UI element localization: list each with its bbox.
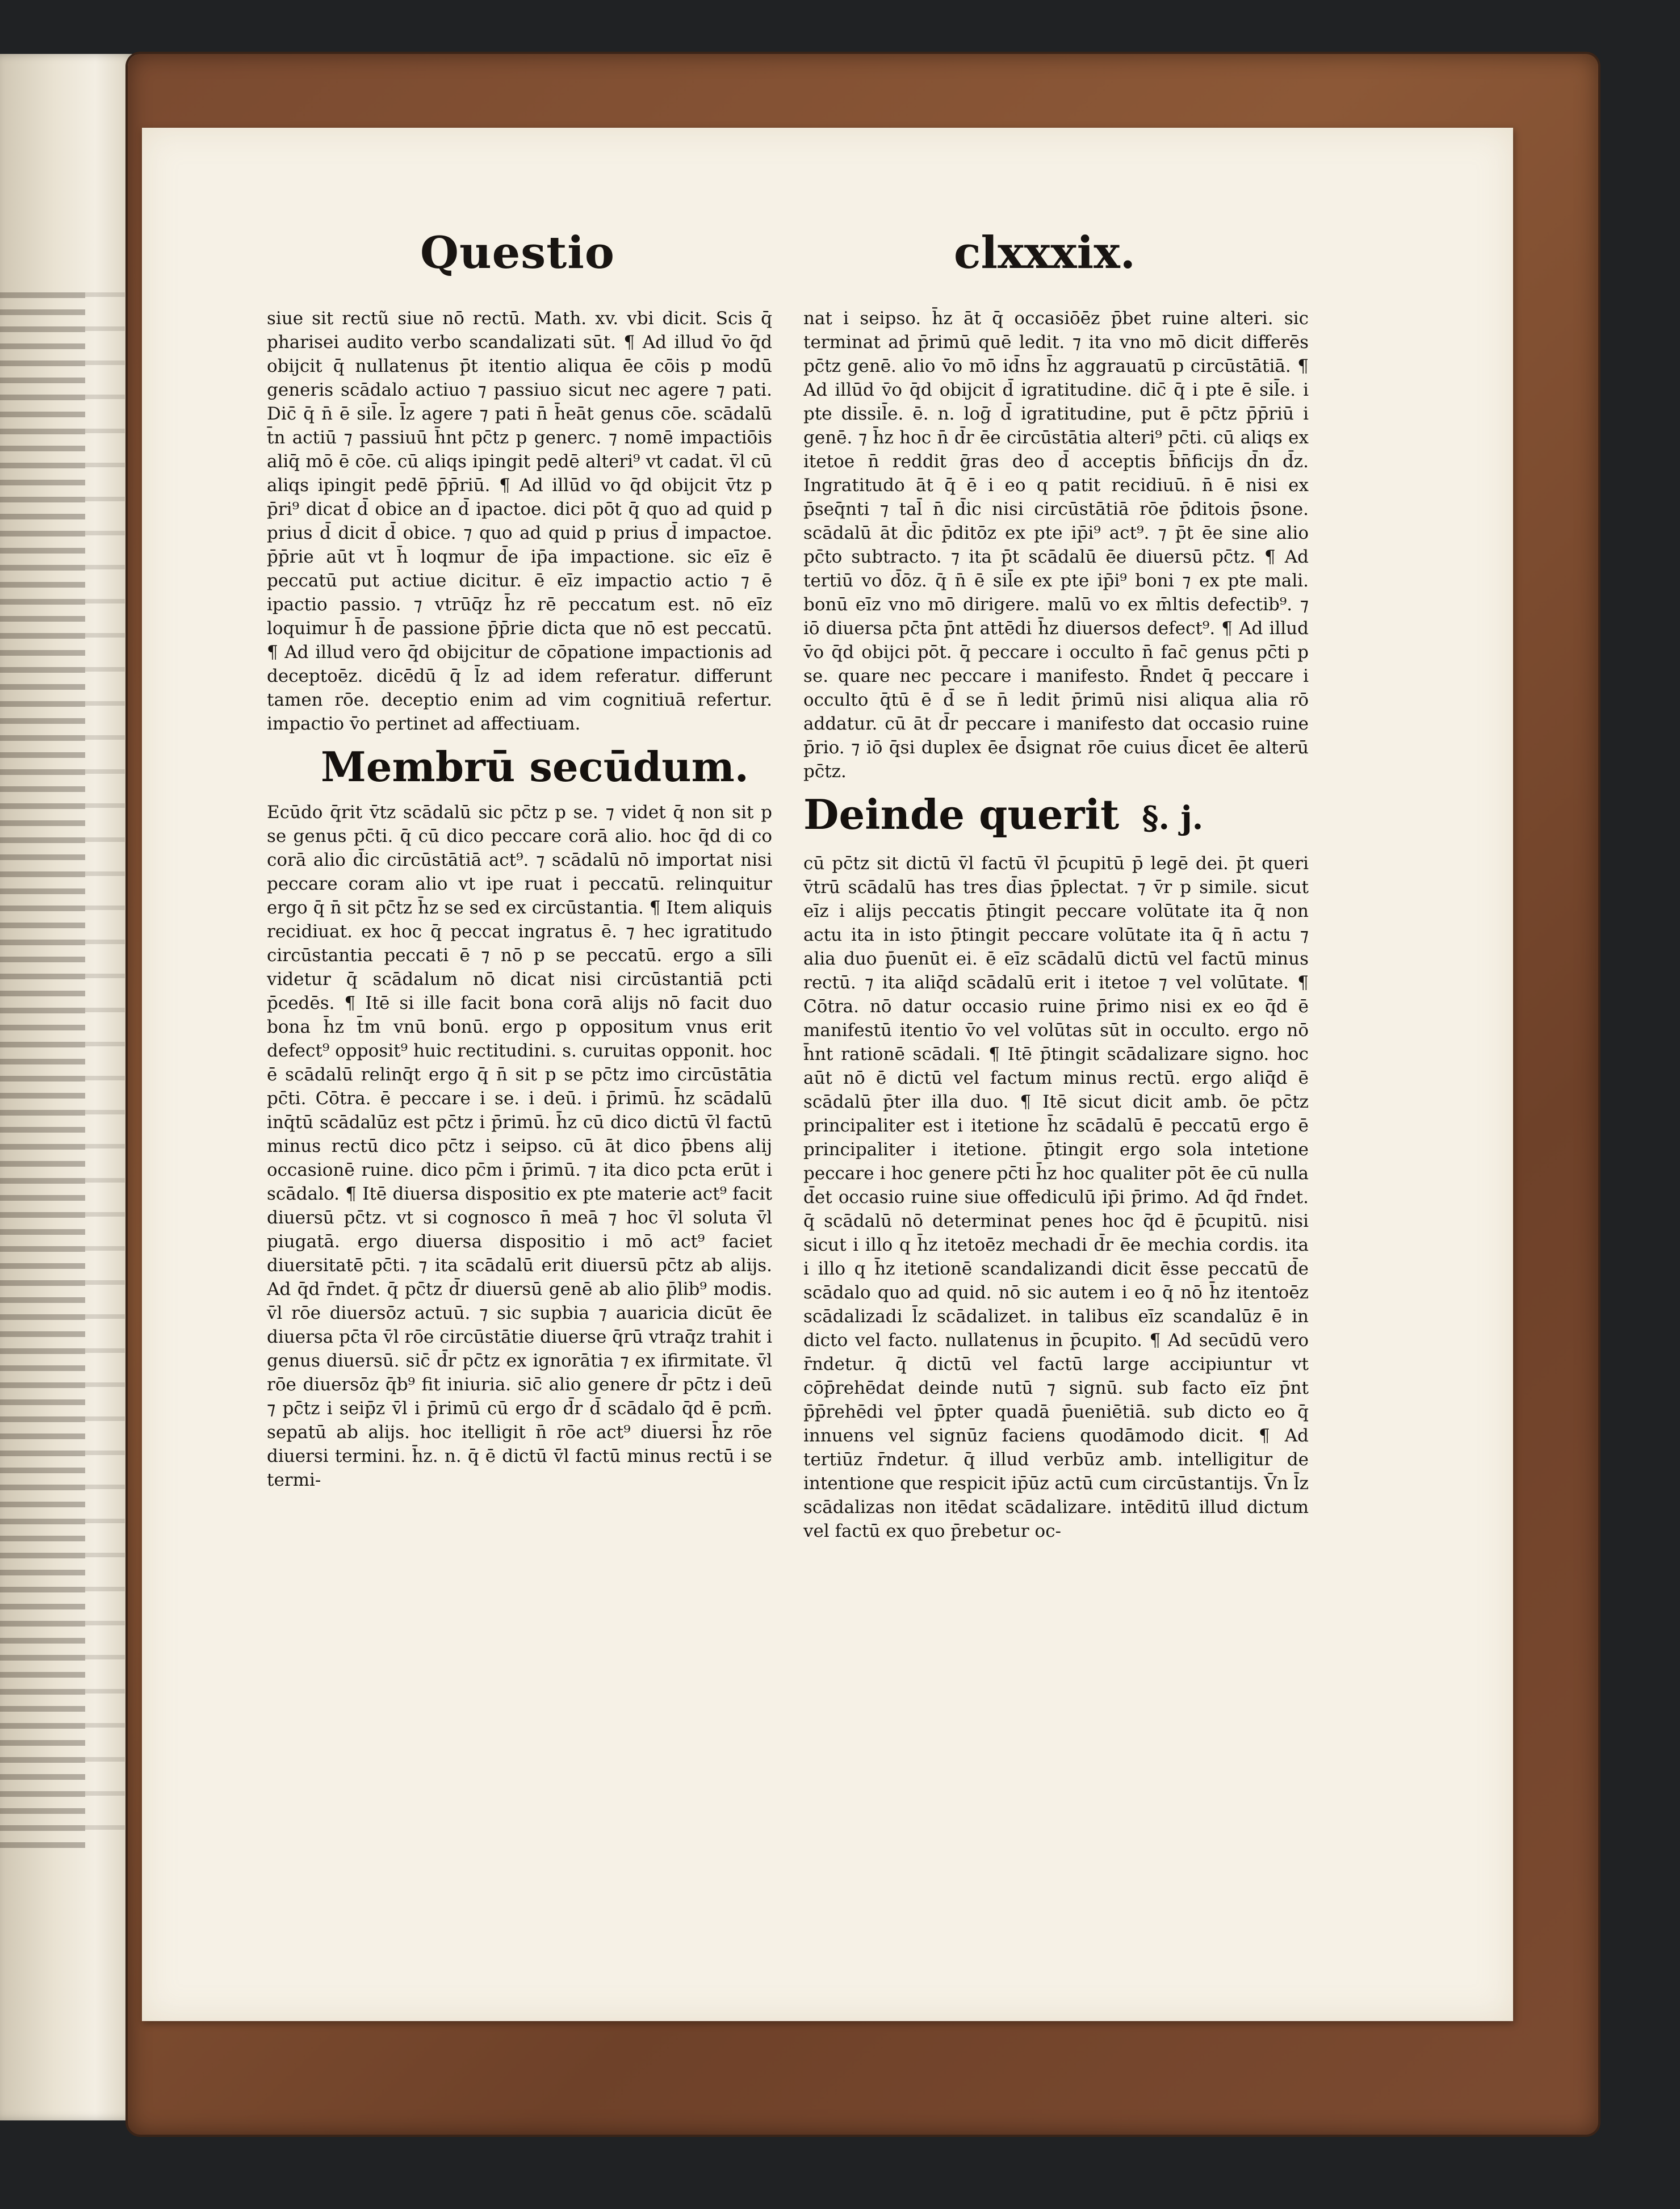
left-column-paragraph-1: siue sit rectũ siue nō rectū. Math. xv. vbi dicit. Scis q̄ pharisei audito verbo scandalizati sūt. ¶ Ad illud v̄o q̄d obijcit q̄ nullatenus p̄t itentio aliqua ēe cōis p modū generis scādalo actiuo ⁊ passiuo sicut nec agere ⁊ pati. Dic̄ q̄ n̄ ē sil̄e. l̄z agere ⁊ pati n̄ h̄eāt genus cōe. scādalū t̄n actiū ⁊ passiuū h̄nt pc̄tz p generc. ⁊ nomē impactiōis aliq̄ mō ē cōe. cū aliqs ipingit pedē alteri⁹ vt cadat. v̄l cū aliqs ipingit pedē p̄p̄riū. ¶ Ad illūd vo q̄d obijcit v̄tz p p̄ri⁹ dicat d̄ obice an d̄ ipactoe. dici pōt q̄ quo ad quid p prius d̄ dicit d̄ obice. ⁊ quo ad quid p prius d̄ impactoe. p̄p̄rie aūt vt h̄ loqmur d̄e ip̄a impactione. sic eīz ē peccatū put actiue dicitur. ē eīz impactio actio ⁊ ē ipactio passio. ⁊ vtrūq̄z h̄z rē peccatum est. nō eīz loquimur h̄ d̄e passione p̄p̄rie dicta que nō est peccatū. ¶ Ad illud vero q̄d obijcitur de cōpatione impactionis ad deceptoēz. dicēdū q̄ l̄z ad idem referatur. differunt tamen rōe. deceptio enim ad vim cognitiuā refertur. impactio v̄o pertinet ad affectiuam.	[267, 308, 772, 734]
previous-page-marginalia	[85, 292, 125, 1854]
previous-page-text-block	[0, 292, 85, 1854]
heading-text: Deinde querit	[803, 790, 1120, 839]
right-column	[803, 307, 1309, 1543]
left-column	[267, 307, 772, 1492]
section-mark: §. j.	[1142, 799, 1204, 837]
section-heading-membrum: Membrū secūdum.	[321, 743, 749, 791]
section-heading-deinde	[803, 789, 1309, 844]
left-column-paragraph-2: Ecūdo q̄rit v̄tz scādalū sic pc̄tz p se. ⁊ videt q̄ non sit p se genus pc̄ti. q̄ cū dico peccare corā alio. hoc q̄d di co corā alio d̄ic circūstātiā act⁹. ⁊ scādalū nō importat nisi peccare coram alio vt ipe ruat i peccatū. relinquitur ergo q̄ n̄ sit pc̄tz h̄z se sed ex circūstantia. ¶ Item aliquis recidiuat. ex hoc q̄ peccat ingratus ē. ⁊ hec igratitudo circūstantia peccati ē ⁊ nō p se peccatū. ergo a sīli videtur q̄ scādalum nō dicat nisi circūstantiā pcti p̄cedēs. ¶ Itē si ille facit bona corā alijs nō facit duo bona h̄z t̄m vnū bonū. ergo p oppositum vnus erit defect⁹ opposit⁹ huic rectitudini. s. curuitas opponit. hoc ē scādalū relinq̄t ergo q̄ n̄ sit p se pc̄tz imo circūstātia pc̄ti. Cōtra. ē peccare i se. i deū. i p̄rimū. h̄z scādalū inq̄tū scādalūz est pc̄tz i p̄rimū. h̄z cū dico dictū v̄l factū minus rectū dico pc̄tz i seipso. cū āt dico p̄bens alij occasionē ruine. dico pc̄m i p̄rimū. ⁊ ita dico pcta erūt i scādalo. ¶ Itē diuersa dispositio ex pte materie act⁹ facit diuersū pc̄tz. vt si cognosco n̄ meā ⁊ hoc v̄l soluta v̄l piugatā. ergo diuersa dispositio i mō act⁹ faciet diuersitatē pc̄ti. ⁊ ita scādalū erit diuersū pc̄tz ab alijs. Ad q̄d r̄ndet. q̄ pc̄tz d̄r diuersū genē ab alio p̄lib⁹ modis. v̄l rōe diuersōz actuū. ⁊ sic supbia ⁊ auaricia dicūt ēe diuersa pc̄ta v̄l rōe circūstātie diuerse q̄rū vtraq̄z trahit i genus diuersū. sic̄ d̄r pc̄tz ex ignorātia ⁊ ex ifirmitate. v̄l rōe diuersōz q̄b⁹ fit iniuria. sic̄ alio genere d̄r pc̄tz i deū ⁊ pc̄tz i seip̄z v̄l i p̄rimū cū ergo d̄r d̄ scādalo q̄d ē pcm̄. sepatū ab alijs. hoc itelligit n̄ rōe act⁹ diuersi h̄z rōe diuersi termini. h̄z. n. q̄ ē dictū v̄l factū minus rectū i se termi-	[267, 802, 772, 1490]
running-title: Questio	[420, 227, 615, 279]
previous-page-edge	[0, 54, 136, 2120]
folio-number: clxxxix.	[954, 227, 1136, 279]
right-column-paragraph-2: cū pc̄tz sit dictū v̄l factū v̄l p̄cupitū p̄ legē dei. p̄t queri v̄trū scādalū has tres d̄ias p̄plectat. ⁊ v̄r p simile. sicut eīz i alijs peccatis p̄tingit peccare volūtate ita q̄ non actu ita in isto p̄tingit peccare volūtate ita q̄ n̄ actu ⁊ alia duo p̄uenūt ei. ē eīz scādalū dictū vel factū minus rectū. ⁊ ita aliq̄d scādalū erit i itetoe ⁊ vel volūtate. ¶ Cōtra. nō datur occasio ruine p̄rimo nisi ex eo q̄d ē manifestū itentio v̄o vel volūtas sūt in occulto. ergo nō h̄nt rationē scādali. ¶ Itē p̄tingit scādalizare signo. hoc aūt nō ē dictū vel factum minus rectū. ergo aliq̄d ē scādalū p̄ter illa duo. ¶ Itē sicut dicit amb. ōe pc̄tz principaliter est i itetione h̄z scādalū ē peccatū ergo ē principaliter i itetione. p̄tingit ergo sola intetione peccare i hoc genere pc̄ti h̄z hoc qualiter pōt ēe cū nulla d̄et occasio ruine siue offediculū ip̄i p̄rimo. Ad q̄d r̄ndet. q̄ scādalū nō determinat penes hoc q̄d ē p̄cupitū. nisi sicut i illo q h̄z itetoēz mechadi d̄r ēe mechia cordis. ita i illo q h̄z itetionē scandalizandi dicit ēsse peccatū d̄e scādalo quo ad quid. nō sic autem i eo q̄ nō h̄z itentoēz scādalizadi l̄z scādalizet. in talibus eīz scandalūz ē in dicto vel facto. nullatenus in p̄cupito. ¶ Ad secūdū vero r̄ndetur. q̄ dictū vel factū large accipiuntur vt cōp̄rehēdat deinde nutū ⁊ signū. sub facto eīz p̄nt p̄p̄rehēdi vel p̄pter quadā p̄ueniētiā. sub dicto eo q̄ innuens vel signūz faciens quodāmodo dicit. ¶ Ad tertiūz r̄ndetur. q̄ illud verbūz amb. intelligitur de intentione que respicit ip̄ūz actū cum circūstantijs. V̄n l̄z scādalizas non itēdat scādalizare. intēditū illud dictum vel factū ex quo p̄rebetur oc-	[803, 853, 1309, 1541]
right-column-paragraph-1: nat i seipso. h̄z āt q̄ occasiōēz p̄bet ruine alteri. sic terminat ad p̄rimū quē ledit. ⁊ ita vno mō dicit differēs pc̄tz genē. alio v̄o mō id̄ns h̄z aggrauatū p circūstātiā. ¶ Ad illūd v̄o q̄d obijcit d̄ igratitudine. dic̄ q̄ i pte ē sil̄e. i pte dissil̄e. ē. n. loḡ d̄ igratitudine, put ē pc̄tz p̄p̄riū i genē. ⁊ h̄z hoc n̄ d̄r ēe circūstātia alteri⁹ pc̄ti. cū aliqs ex itetoe n̄ reddit ḡras deo d̄ acceptis b̄n̄ficijs d̄n d̄z. Ingratitudo āt q̄ ē i eo q patit recidiuū. n̄ ē nisi ex p̄seq̄nti ⁊ tal̄ n̄ d̄ic nisi circūstātiā rōe p̄ditois p̄sone. scādalū āt d̄ic p̄ditōz ex pte ip̄i⁹ act⁹. ⁊ p̄t ēe sine alio pc̄to subtracto. ⁊ ita p̄t scādalū ēe diuersū pc̄tz. ¶ Ad tertiū vo d̄ōz. q̄ n̄ ē sil̄e ex pte ip̄i⁹ boni ⁊ ex pte mali. bonū eīz vno mō dirigere. malū vo ex m̄ltis defectib⁹. ⁊ iō diuersa pc̄ta p̄nt attēdi h̄z diuersos defect⁹. ¶ Ad illud v̄o q̄d obijci pōt. q̄ peccare i occulto n̄ fac̄ genus pc̄ti p se. quare nec peccare i manifesto. R̄ndet q̄ peccare i occulto q̄tū ē d̄ se n̄ ledit p̄rimū nisi aliqua alia rō addatur. cū āt d̄r peccare i manifesto dat occasio ruine p̄rio. ⁊ iō q̄si duplex ēe d̄signat rōe cuius d̄icet ēe alterū pc̄tz.	[803, 308, 1309, 782]
